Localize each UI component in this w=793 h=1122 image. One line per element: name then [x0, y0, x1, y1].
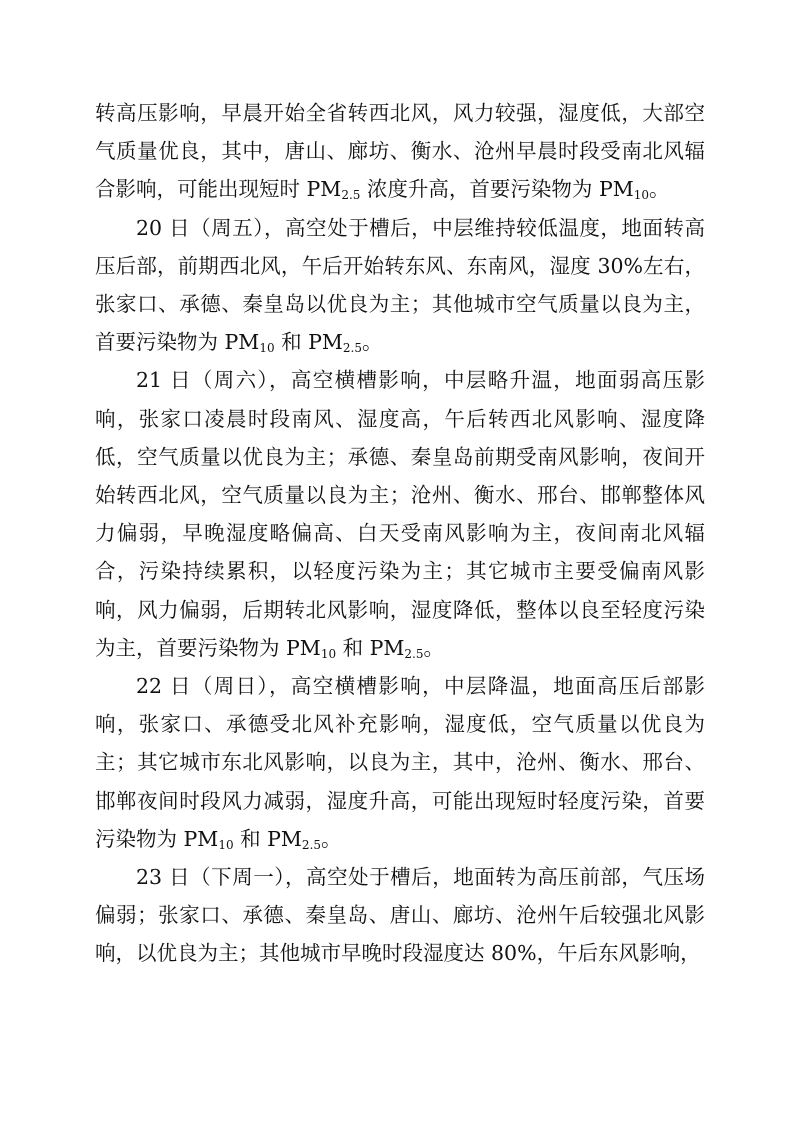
subscript: 2.5	[342, 341, 363, 356]
text-run: 23 日（下周一），高空处于槽后，地面转为高压前部，气压场偏弱；张家口、承德、秦皇岛、唐山、廊坊、沧州午后较强北风影响，以优良为主；其他城市早晚时段湿度达 80%，午后东风影响，	[95, 865, 705, 966]
subscript: 2.5	[341, 188, 361, 203]
text-run: 。	[321, 826, 342, 851]
subscript: 10	[320, 646, 337, 661]
text-run: 和 PM	[274, 330, 343, 355]
text-run: 和 PM	[336, 635, 405, 660]
subscript: 10	[259, 341, 275, 356]
text-run: 。	[423, 635, 445, 660]
subscript: 2.5	[301, 837, 322, 852]
paragraph-5	[95, 858, 705, 973]
text-run: 20 日（周五），高空处于槽后，中层维持较低温度，地面转高压后部，前期西北风，午后开始转东风、东南风，湿度 30%左右，张家口、承德、秦皇岛以优良为主；其他城市空气质量以良为主，首要污染物为 PM	[95, 215, 705, 355]
text-run: 浓度升高，首要污染物为 PM	[360, 177, 634, 202]
paragraph-4	[95, 667, 705, 858]
subscript: 10	[218, 837, 234, 852]
text-run: 。	[649, 177, 670, 202]
text-run: 和 PM	[233, 826, 302, 851]
text-run: 转高压影响，早晨开始全省转西北风，风力较强，湿度低，大部空气质量优良，其中，唐山、廊坊、衡水、沧州早晨时段受南北风辐合影响，可能出现短时 PM	[95, 101, 705, 202]
text-run: 22 日（周日），高空横槽影响，中层降温，地面高压后部影响，张家口、承德受北风补充影响，湿度低，空气质量以优良为主；其它城市东北风影响，以良为主，其中，沧州、衡水、邢台、邯郸夜间时段风力减弱，湿度升高，可能出现短时轻度污染，首要污染物为 PM	[95, 674, 705, 851]
paragraph-1	[95, 94, 705, 209]
text-run: 21 日（周六），高空横槽影响，中层略升温，地面弱高压影响，张家口凌晨时段南风、湿度高，午后转西北风影响、湿度降低，空气质量以优良为主；承德、秦皇岛前期受南风影响，夜间开始转西北风，空气质量以良为主；沧州、衡水、邢台、邯郸整体风力偏弱，早晚湿度略偏高、白天受南风影响为主，夜间南北风辐合，污染持续累积，以轻度污染为主；其它城市主要受偏南风影响，风力偏弱，后期转北风影响，湿度降低，整体以良至轻度污染为主，首要污染物为 PM	[95, 368, 705, 660]
text-run: 。	[362, 330, 383, 355]
subscript: 10	[633, 188, 650, 203]
document-body	[95, 94, 705, 973]
paragraph-3	[95, 361, 705, 667]
paragraph-2	[95, 209, 705, 362]
subscript: 2.5	[404, 646, 424, 661]
